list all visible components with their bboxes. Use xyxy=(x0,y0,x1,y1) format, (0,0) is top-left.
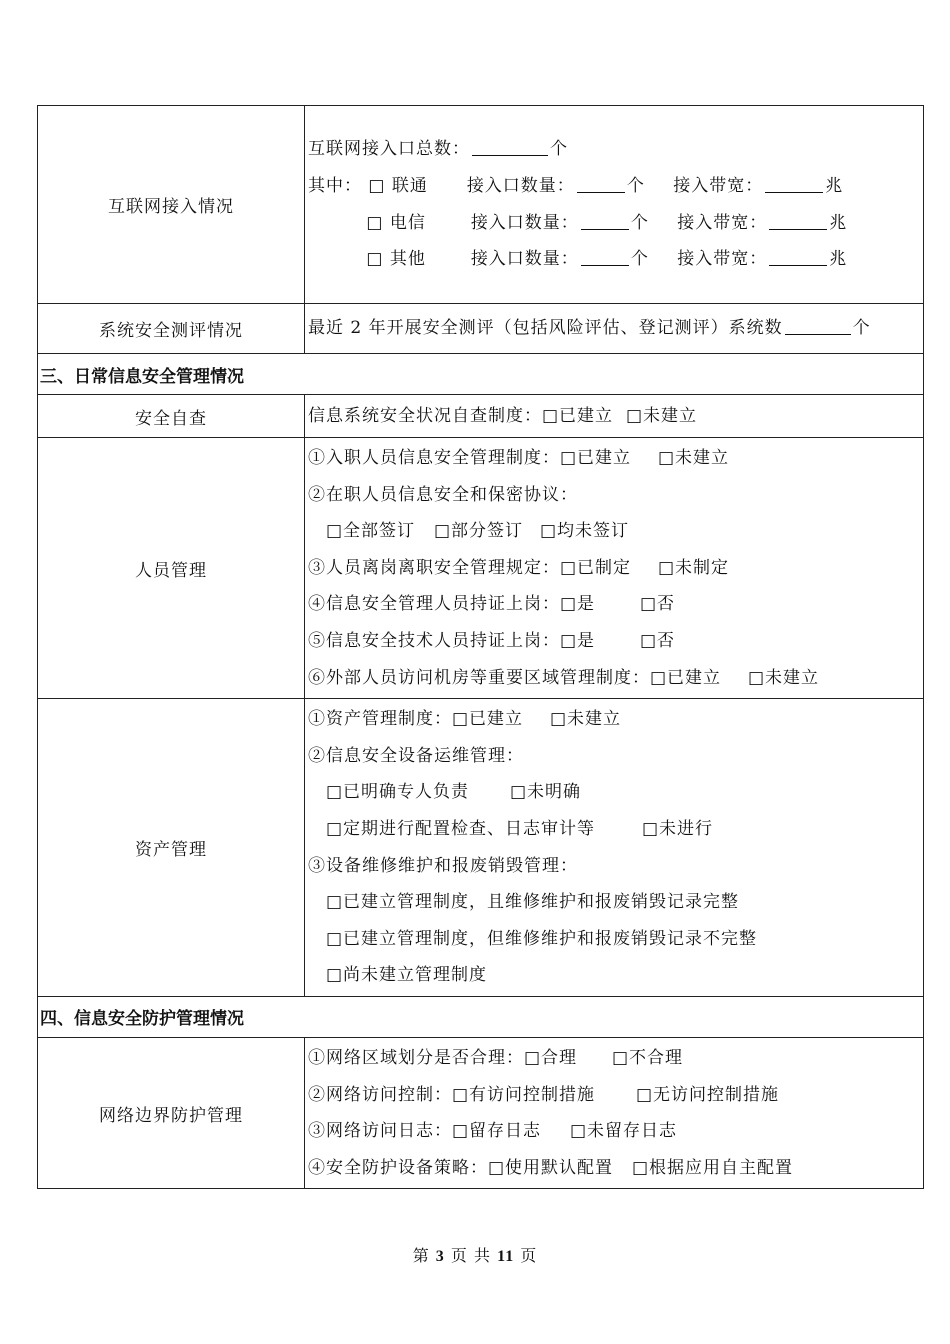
disposal-none-option[interactable]: □尚未建立管理制度 xyxy=(326,965,488,986)
telecom-checkbox[interactable]: □ 电信 xyxy=(366,212,426,233)
isp-row-telecom: □ 电信 接入口数量： 个 接入带宽： 兆 xyxy=(308,205,923,242)
assets-content: ①资产管理制度：□已建立 □未建立 ②信息安全设备运维管理： □已明确专人负责 □未明确 □定期进行配置检查、日志审计等 □未进行 ③设备维修维护和报废销毁管理： □已建立管理制度，且维修维护和报废销毁记录完整 □已建立管理制度，但维修维护和报废销毁记录不完整 □尚未建立管理制度 xyxy=(305,699,924,997)
config-audit-done-option[interactable]: □定期进行配置检查、日志审计等 xyxy=(326,818,596,839)
unicom-bandwidth-field[interactable] xyxy=(765,175,823,193)
row-assets xyxy=(38,699,924,997)
other-ports-field[interactable] xyxy=(581,248,629,266)
onboarding-established-option[interactable]: □已建立 xyxy=(560,448,632,468)
section-3-header xyxy=(38,354,924,395)
access-control-no-option[interactable]: □无访问控制措施 xyxy=(636,1084,780,1105)
telecom-bandwidth-field[interactable] xyxy=(769,212,827,230)
ops-assigned-option[interactable]: □已明确专人负责 xyxy=(326,782,470,803)
section-4-title: 四、信息安全防护管理情况 xyxy=(38,996,924,1037)
access-log-not-kept-option[interactable]: □未留存日志 xyxy=(570,1121,678,1142)
section-4-header xyxy=(38,996,924,1037)
boundary-label: 网络边界防护管理 xyxy=(38,1037,305,1188)
self-check-label: 安全自查 xyxy=(38,395,305,438)
row-security-eval xyxy=(38,304,924,354)
row-personnel xyxy=(38,438,924,699)
access-control-yes-option[interactable]: □有访问控制措施 xyxy=(452,1084,596,1105)
zoning-unreasonable-option[interactable]: □不合理 xyxy=(612,1047,684,1068)
disposal-incomplete-option[interactable]: □已建立管理制度，但维修维护和报废销毁记录不完整 xyxy=(326,928,758,949)
unicom-ports-field[interactable] xyxy=(577,175,625,193)
device-default-config-option[interactable]: □使用默认配置 xyxy=(488,1157,614,1178)
agreement-all-signed-option[interactable]: □全部签订 xyxy=(326,521,416,542)
internet-total-line: 互联网接入口总数： 个 xyxy=(308,139,568,160)
personnel-content: ①入职人员信息安全管理制度：□已建立 □未建立 ②在职人员信息安全和保密协议： □全部签订 □部分签订 □均未签订 ③人员离岗离职安全管理规定：□已制定 □未制定 ④信息安全管理人员持证上岗：□是 □否 ⑤信息安全技术人员持证上岗：□是 □否 ⑥外部人员访问机房等重要区域管理制度：□已建立 □未建立 xyxy=(305,438,924,699)
visitor-rule-not-established-option[interactable]: □未建立 xyxy=(748,667,820,688)
internet-access-label: 互联网接入情况 xyxy=(38,106,305,304)
asset-policy-not-established-option[interactable]: □未建立 xyxy=(550,709,622,730)
telecom-ports-field[interactable] xyxy=(581,212,629,230)
onboarding-not-established-option[interactable]: □未建立 xyxy=(658,448,730,468)
visitor-rule-established-option[interactable]: □已建立 xyxy=(650,667,722,688)
agreement-none-signed-option[interactable]: □均未签订 xyxy=(540,521,630,542)
other-checkbox[interactable]: □ 其他 xyxy=(366,249,426,270)
page-footer: 第 3 页 共 11 页 xyxy=(412,1246,538,1265)
unicom-checkbox[interactable]: □ 联通 xyxy=(368,175,428,196)
row-self-check xyxy=(38,395,924,438)
disposal-complete-option[interactable]: □已建立管理制度，且维修维护和报废销毁记录完整 xyxy=(326,892,740,913)
departure-rule-not-made-option[interactable]: □未制定 xyxy=(658,557,730,578)
ops-not-assigned-option[interactable]: □未明确 xyxy=(510,782,582,803)
zoning-reasonable-option[interactable]: □合理 xyxy=(524,1047,578,1068)
self-check-not-established-option[interactable]: □未建立 xyxy=(626,405,698,426)
access-log-kept-option[interactable]: □留存日志 xyxy=(452,1121,542,1142)
self-check-established-option[interactable]: □已建立 xyxy=(542,405,614,426)
personnel-label: 人员管理 xyxy=(38,438,305,699)
isp-row-unicom: 其中： □ 联通 接入口数量： 个 接入带宽： 兆 xyxy=(308,168,923,205)
mgmt-certified-yes-option[interactable]: □是 xyxy=(560,594,596,615)
security-eval-content: 最近 2 年开展安全测评（包括风险评估、登记测评）系统数 个 xyxy=(305,304,924,354)
self-check-content: 信息系统安全状况自查制度：□已建立 □未建立 xyxy=(305,395,924,438)
agreement-partly-signed-option[interactable]: □部分签订 xyxy=(434,521,524,542)
security-form-table xyxy=(37,105,924,1189)
eval-count-field[interactable] xyxy=(785,317,851,335)
internet-access-content xyxy=(305,106,924,304)
departure-rule-made-option[interactable]: □已制定 xyxy=(560,557,632,578)
asset-policy-established-option[interactable]: □已建立 xyxy=(452,709,524,730)
section-3-title: 三、日常信息安全管理情况 xyxy=(38,354,924,395)
other-bandwidth-field[interactable] xyxy=(769,248,827,266)
boundary-content: ①网络区域划分是否合理：□合理 □不合理 ②网络访问控制：□有访问控制措施 □无访问控制措施 ③网络访问日志：□留存日志 □未留存日志 ④安全防护设备策略：□使用默认配置 □根据应用自主配置 xyxy=(305,1037,924,1188)
total-ports-field[interactable] xyxy=(472,138,548,156)
security-eval-label: 系统安全测评情况 xyxy=(38,304,305,354)
assets-label: 资产管理 xyxy=(38,699,305,997)
form-sheet xyxy=(37,105,924,1189)
config-audit-not-done-option[interactable]: □未进行 xyxy=(642,818,714,839)
total-page-number: 11 xyxy=(497,1248,515,1265)
current-page-number: 3 xyxy=(435,1248,445,1265)
row-boundary xyxy=(38,1037,924,1188)
tech-certified-no-option[interactable]: □否 xyxy=(640,630,676,651)
mgmt-certified-no-option[interactable]: □否 xyxy=(640,594,676,615)
tech-certified-yes-option[interactable]: □是 xyxy=(560,630,596,651)
row-internet-access xyxy=(38,106,924,304)
isp-row-other: □ 其他 接入口数量： 个 接入带宽： 兆 xyxy=(308,241,923,278)
device-custom-config-option[interactable]: □根据应用自主配置 xyxy=(632,1157,794,1178)
